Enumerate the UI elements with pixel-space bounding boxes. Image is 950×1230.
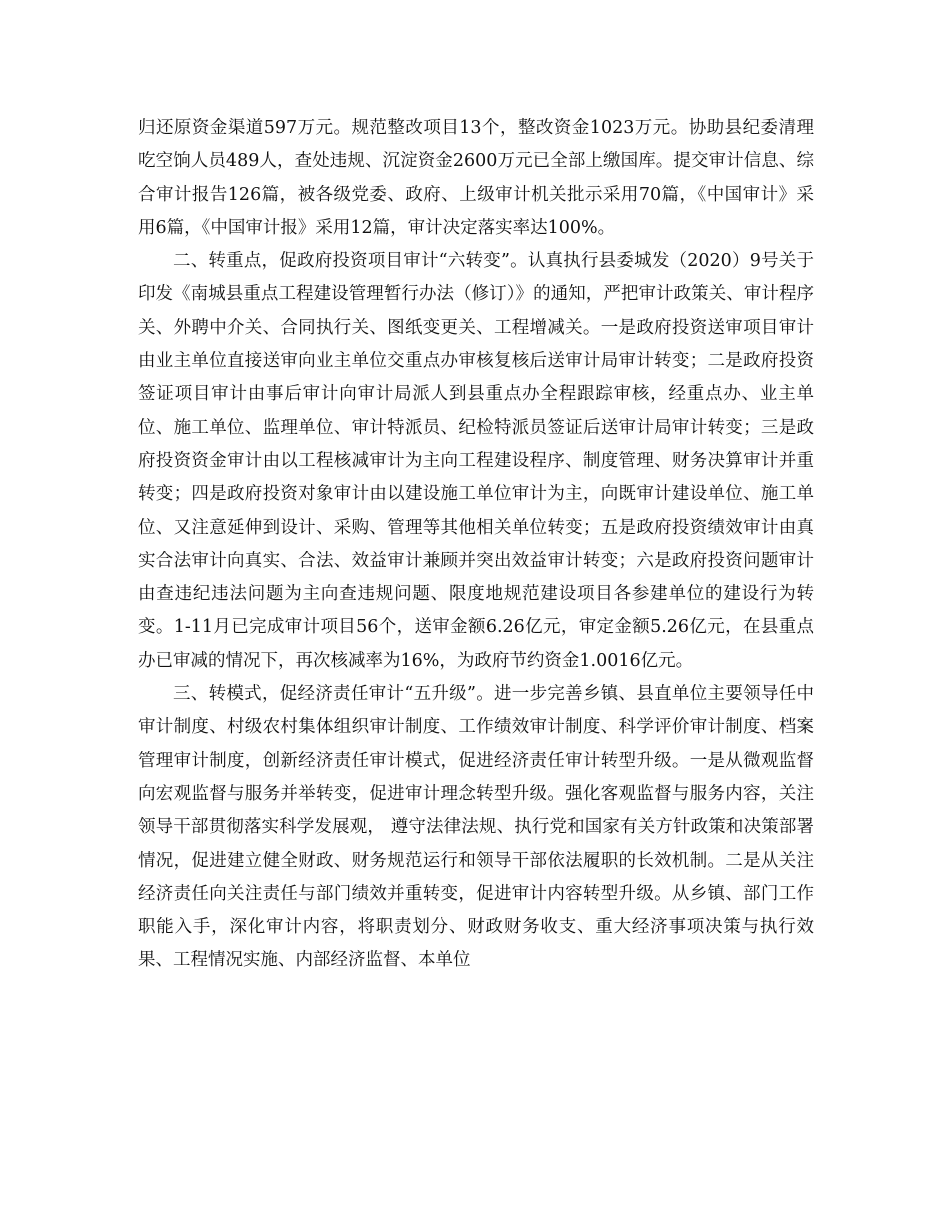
paragraph-investment-audit: 二、转重点，促政府投资项目审计“六转变”。认真执行县委城发（2020）9号关于印发《南城县重点工程建设管理暂行办法（修订）》的通知，严把审计政策关、审计程序关、外聘中介关、合同执行关、图纸变更关、工程增减关。一是政府投资送审项目审计由业主单位直接送审向业主单位交重点办审核复核后送审计局审计转变；二是政府投资签证项目审计由事后审计向审计局派人到县重点办全程跟踪审核，经重点办、业主单位、施工单位、监理单位、审计特派员、纪检特派员签证后送审计局审计转变；三是政府投资资金审计由以工程核减审计为主向工程建设程序、制度管理、财务决算审计并重转变；四是政府投资对象审计由以建设施工单位审计为主，向既审计建设单位、施工单位、又注意延伸到设计、采购、管理等其他相关单位转变；五是政府投资绩效审计由真实合法审计向真实、合法、效益审计兼顾并突出效益审计转变；六是政府投资问题审计由查违纪违法问题为主向查违规问题、限度地规范建设项目各参建单位的建设行为转变。1-11月已完成审计项目56个，送审金额6.26亿元，审定金额5.26亿元，在县重点办已审减的情况下，再次核减率为16%，为政府节约资金1.0016亿元。 [138,251,814,671]
document-page [138,112,814,978]
paragraph-audit-results: 归还原资金渠道597万元。规范整改项目13个，整改资金1023万元。协助县纪委清理吃空饷人员489人，查处违规、沉淀资金2600万元已全部上缴国库。提交审计信息、综合审计报告126篇，被各级党委、政府、上级审计机关批示采用70篇，《中国审计》采用6篇，《中国审计报》采用12篇，审计决定落实率达100%。 [138,118,814,238]
paragraph-economic-responsibility-audit: 三、转模式，促经济责任审计“五升级”。进一步完善乡镇、县直单位主要领导任中审计制度、村级农村集体组织审计制度、工作绩效审计制度、科学评价审计制度、档案管理审计制度，创新经济责任审计模式，促进经济责任审计转型升级。一是从微观监督向宏观监督与服务并举转变，促进审计理念转型升级。强化客观监督与服务内容，关注领导干部贯彻落实科学发展观， 遵守法律法规、执行党和国家有关方针政策和决策部署情况，促进建立健全财政、财务规范运行和领导干部依法履职的长效机制。二是从关注经济责任向关注责任与部门绩效并重转变，促进审计内容转型升级。从乡镇、部门工作职能入手，深化审计内容，将职责划分、财政财务收支、重大经济事项决策与执行效果、工程情况实施、内部经济监督、本单位 [138,684,814,971]
